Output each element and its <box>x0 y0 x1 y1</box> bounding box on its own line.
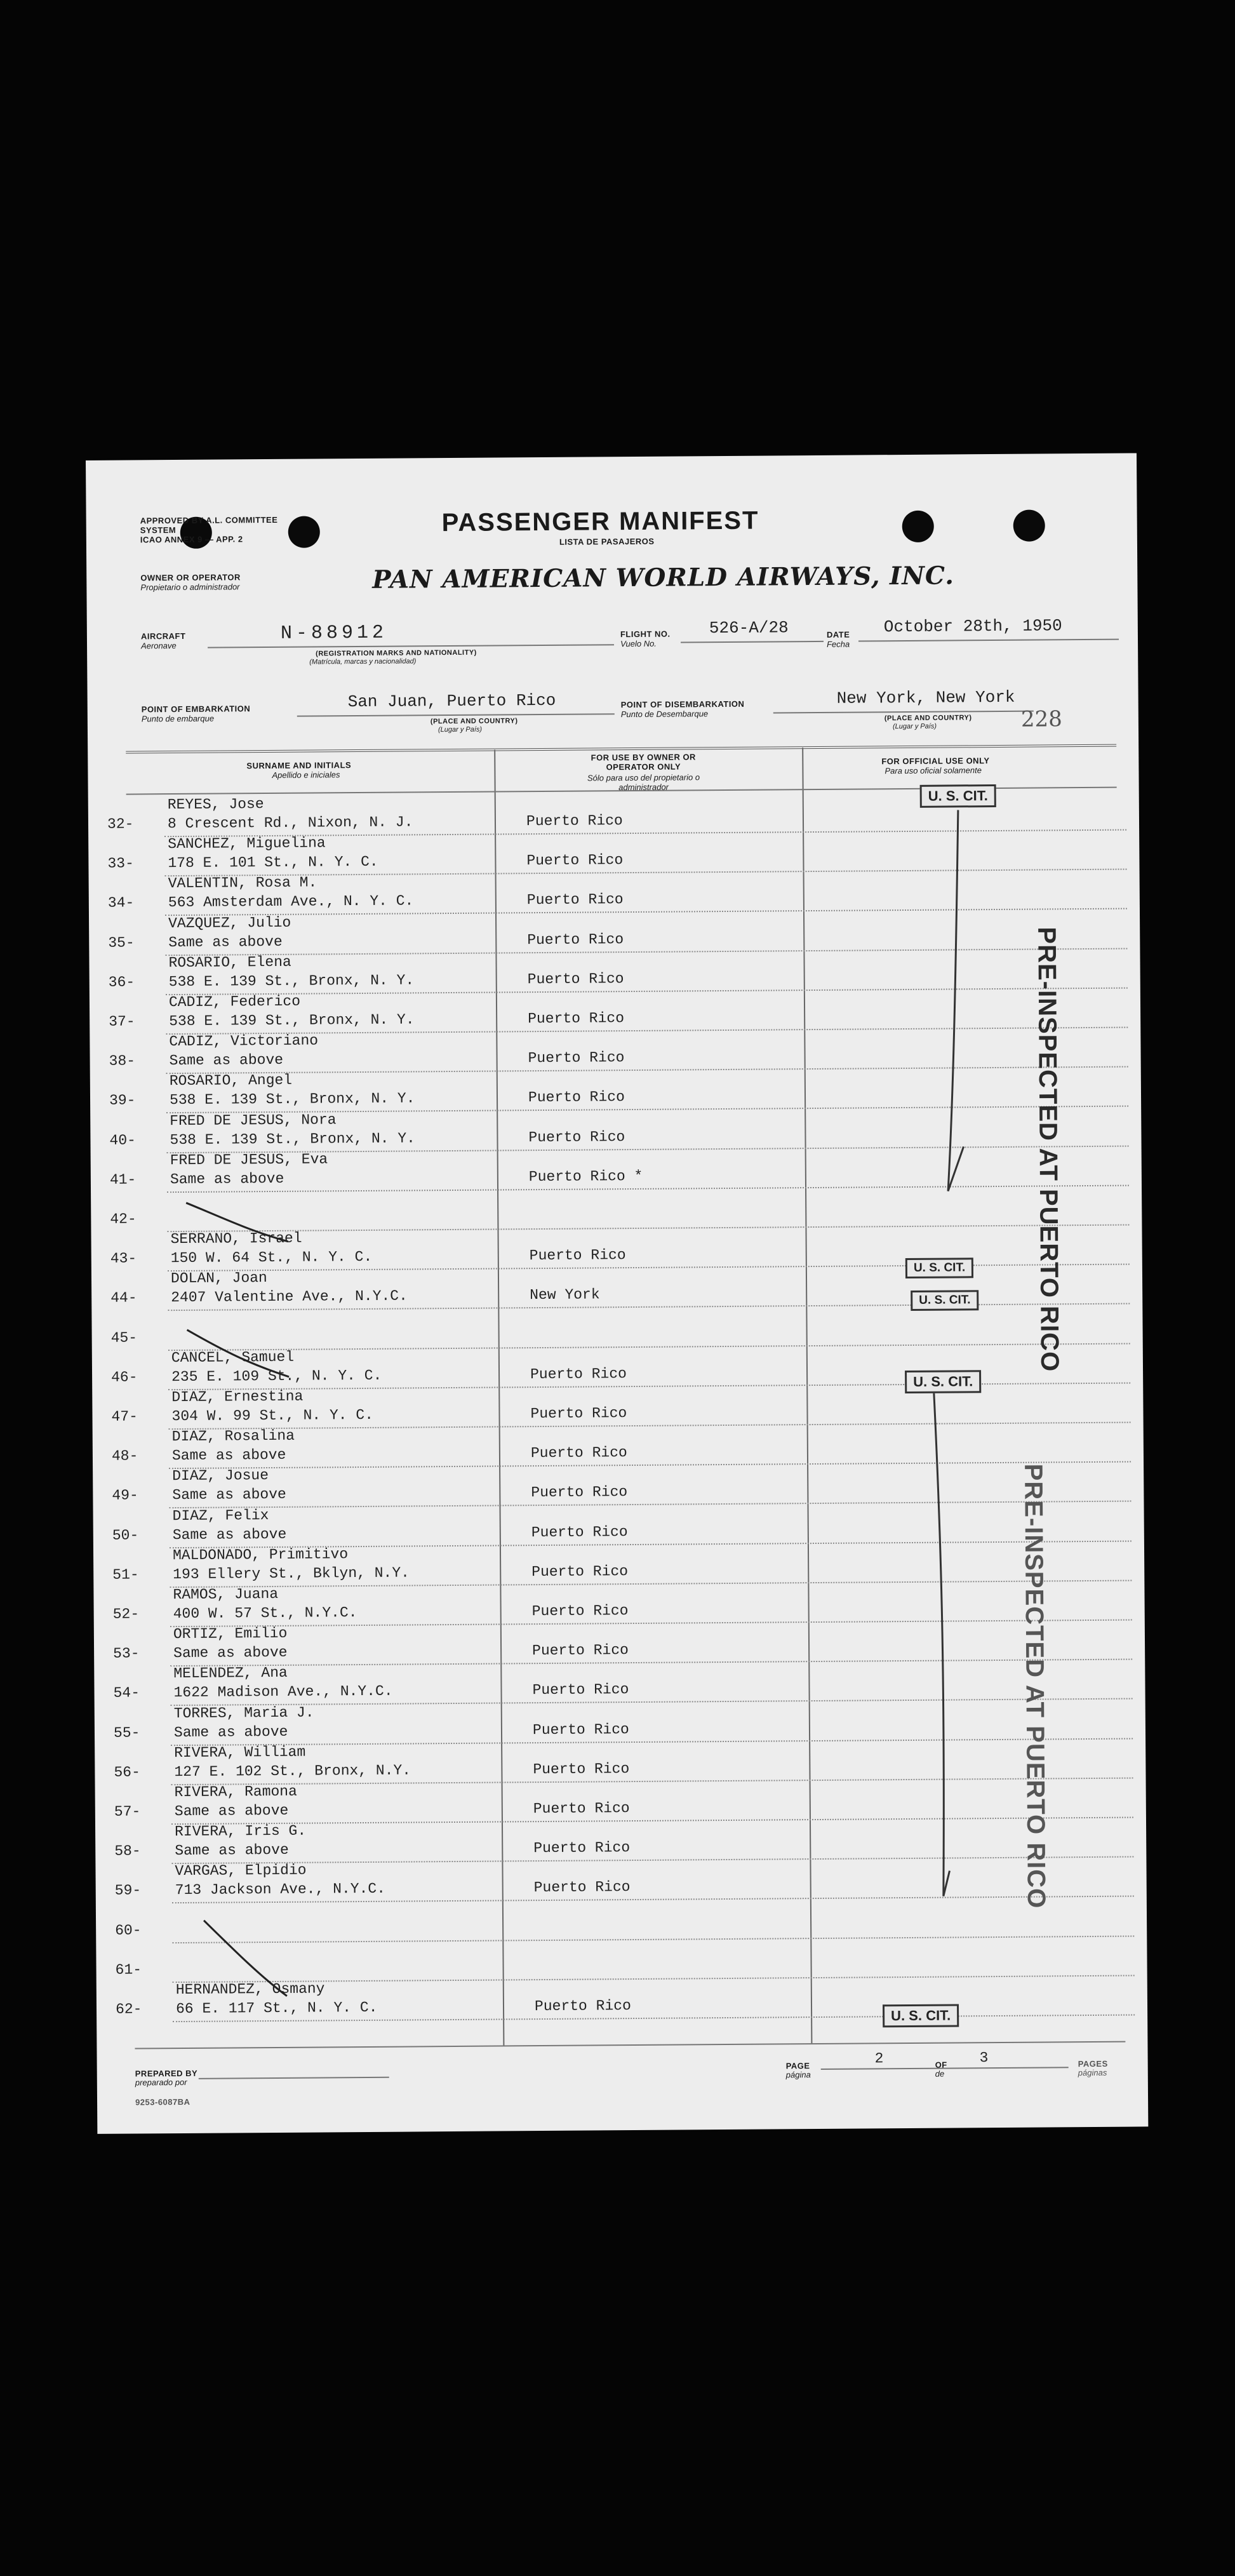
passenger-address: Same as above <box>169 1052 284 1070</box>
passenger-address: 193 Ellery St., Bklyn, N.Y. <box>173 1564 410 1583</box>
date-value: October 28th, 1950 <box>883 616 1062 637</box>
passenger-name: RIVERA, Iris G. <box>174 1822 307 1841</box>
citizenship-note: Puerto Rico <box>533 1800 630 1818</box>
row-number: 49- <box>112 1487 138 1505</box>
passenger-name: ROSARIO, Elena <box>168 953 291 971</box>
row-number: 54- <box>113 1684 140 1702</box>
citizenship-note: Puerto Rico <box>527 970 624 988</box>
citizenship-note: Puerto Rico <box>533 1839 631 1857</box>
pages-label-es: páginas <box>1078 2067 1107 2078</box>
citizenship-note: Puerto Rico <box>534 1997 631 2015</box>
row-number: 48- <box>111 1447 138 1465</box>
citizenship-note: Puerto Rico <box>533 1760 630 1778</box>
citizenship-note: Puerto Rico <box>528 1010 625 1028</box>
embark-caption: (PLACE AND COUNTRY) <box>430 717 518 726</box>
passenger-address: 304 W. 99 St., N. Y. C. <box>171 1406 374 1425</box>
passenger-address: Same as above <box>173 1723 288 1741</box>
passenger-name: MELENDEZ, Ana <box>173 1665 288 1682</box>
row-number: 37- <box>109 1013 135 1030</box>
citizenship-note: Puerto Rico <box>526 852 624 869</box>
pages-label: PAGES <box>1078 2058 1108 2069</box>
citizenship-note: Puerto Rico <box>530 1365 627 1383</box>
passenger-address: Same as above <box>172 1526 287 1543</box>
citizenship-note: Puerto Rico <box>526 812 623 830</box>
citizenship-note: Puerto Rico <box>531 1602 629 1620</box>
passenger-address: 713 Jackson Ave., N.Y.C. <box>175 1881 386 1899</box>
row-number: 57- <box>114 1803 141 1820</box>
row-number: 56- <box>114 1764 140 1781</box>
passenger-name: VAZQUEZ, Julio <box>168 914 291 932</box>
passenger-name: DIAZ, Josue <box>172 1467 269 1485</box>
row-number: 38- <box>109 1052 136 1070</box>
col-header-names: SURNAME AND INITIALS <box>246 760 352 771</box>
row-number: 33- <box>107 855 134 872</box>
row-number: 39- <box>109 1092 136 1110</box>
citizenship-note: Puerto Rico <box>528 1128 625 1146</box>
aircraft-caption-es: (Matrícula, marcas y nacionalidad) <box>309 657 417 666</box>
passenger-name: FRED DE JESUS, Eva <box>170 1151 328 1169</box>
row-number: 36- <box>108 974 135 991</box>
passenger-address: 8 Crescent Rd., Nixon, N. J. <box>167 814 413 833</box>
passenger-address: 1622 Madison Ave., N.Y.C. <box>173 1683 393 1701</box>
citizenship-note: Puerto Rico <box>532 1721 629 1738</box>
page-label-es: página <box>785 2070 811 2080</box>
operator-name: PAN AMERICAN WORLD AIRWAYS, INC. <box>372 561 955 594</box>
citizenship-note: Puerto Rico <box>526 891 624 909</box>
row-number: 35- <box>108 934 135 951</box>
preinspected-stamp: PRE-INSPECTED AT PUERTO RICO <box>1032 927 1064 1372</box>
disembark-label: POINT OF DISEMBARKATION <box>620 699 745 710</box>
citizenship-note: Puerto Rico * <box>528 1167 643 1185</box>
citizenship-note: Puerto Rico <box>528 1049 625 1067</box>
passenger-address: Same as above <box>171 1447 286 1465</box>
passenger-address: 178 E. 101 St., N. Y. C. <box>168 853 378 872</box>
row-number: 43- <box>110 1250 137 1267</box>
row-number: 45- <box>110 1329 138 1346</box>
row-number: 51- <box>112 1566 139 1583</box>
passenger-name: TORRES, Maria J. <box>173 1704 314 1722</box>
passenger-address: Same as above <box>170 1170 284 1188</box>
passenger-name: VARGAS, Elpidio <box>175 1862 307 1880</box>
aircraft-label: AIRCRAFT <box>140 631 186 641</box>
of-label: OF <box>935 2060 947 2070</box>
of-value: 3 <box>979 2049 989 2067</box>
col-header-names-es: Apellido e iniciales <box>272 770 340 780</box>
passenger-name: DIAZ, Felix <box>172 1506 269 1524</box>
flight-value: 526-A/28 <box>709 618 789 638</box>
citizenship-note: Puerto Rico <box>531 1562 629 1580</box>
manifest-sheet <box>86 453 1148 2133</box>
pen-marks <box>86 453 1148 2133</box>
page-value: 2 <box>874 2050 884 2067</box>
passenger-address: Same as above <box>173 1644 288 1662</box>
page-title: PASSENGER MANIFEST <box>441 506 759 537</box>
date-label-es: Fecha <box>826 639 850 649</box>
row-number: 53- <box>113 1645 140 1662</box>
passenger-name: RIVERA, William <box>174 1743 306 1761</box>
us-cit-stamp: U. S. CIT. <box>883 2004 959 2027</box>
date-label: DATE <box>826 629 850 640</box>
passenger-name: DIAZ, Ernestina <box>171 1388 304 1406</box>
passenger-name: CADIZ, Victoriano <box>169 1032 319 1050</box>
passenger-name: DOLAN, Joan <box>170 1270 267 1287</box>
approval-note: APPROVED BY A.L. COMMITTEE SYSTEM ICAO ANNEX 9 — APP. 2 <box>140 514 278 545</box>
prepared-label: PREPARED BY <box>135 2068 198 2079</box>
col-header-owner: FOR USE BY OWNER OR OPERATOR ONLY <box>591 752 696 772</box>
of-label-es: de <box>935 2069 945 2079</box>
citizenship-note: New York <box>530 1286 600 1304</box>
aircraft-caption: (REGISTRATION MARKS AND NATIONALITY) <box>316 648 477 658</box>
citizenship-note: Puerto Rico <box>530 1405 627 1423</box>
passenger-name: RAMOS, Juana <box>173 1585 279 1604</box>
passenger-address: Same as above <box>168 933 283 951</box>
embark-label-es: Punto de embarque <box>141 713 215 724</box>
row-number: 40- <box>109 1132 136 1149</box>
citizenship-note: Puerto Rico <box>528 1089 625 1106</box>
row-number: 42- <box>110 1211 137 1228</box>
passenger-address: Same as above <box>175 1842 289 1860</box>
row-number: 32- <box>107 815 134 833</box>
us-cit-stamp: U. S. CIT. <box>911 1290 979 1311</box>
form-number: 9253-6087BA <box>135 2096 190 2107</box>
passenger-name: CANCEL, Samuel <box>171 1348 295 1366</box>
passenger-name: ORTIZ, Emilio <box>173 1625 288 1643</box>
disembark-label-es: Punto de Desembarque <box>620 709 709 720</box>
disembark-caption: (PLACE AND COUNTRY) <box>884 714 972 723</box>
passenger-address: 235 E. 109 St., N. Y. C. <box>171 1367 382 1385</box>
passenger-name: CADIZ, Federico <box>168 993 301 1011</box>
citizenship-note: Puerto Rico <box>530 1444 627 1462</box>
sheet-number: 228 <box>1020 706 1062 732</box>
row-number: 41- <box>109 1171 137 1188</box>
citizenship-note: Puerto Rico <box>533 1879 631 1896</box>
row-number: 34- <box>107 894 135 912</box>
passenger-address: 538 E. 139 St., Bronx, N. Y. <box>169 1011 415 1030</box>
passenger-address: 538 E. 139 St., Bronx, N. Y. <box>169 1090 415 1109</box>
row-number: 55- <box>113 1724 140 1741</box>
aircraft-value: N-88912 <box>280 622 388 645</box>
row-number: 61- <box>115 1961 142 1978</box>
passenger-address: 66 E. 117 St., N. Y. C. <box>175 1999 378 2018</box>
citizenship-note: Puerto Rico <box>532 1681 629 1699</box>
passenger-address: Same as above <box>174 1802 289 1820</box>
passenger-address: 538 E. 139 St., Bronx, N. Y. <box>168 972 415 990</box>
disembark-value: New York, New York <box>836 687 1015 708</box>
embark-caption-es: (Lugar y País) <box>437 725 483 734</box>
aircraft-label-es: Aeronave <box>140 641 177 651</box>
prepared-label-es: preparado por <box>135 2077 187 2088</box>
passenger-address: 2407 Valentine Ave., N.Y.C. <box>171 1287 408 1306</box>
flight-label-es: Vuelo No. <box>620 638 657 649</box>
row-number: 60- <box>115 1922 142 1939</box>
passenger-name: SERRANO, Israel <box>170 1230 302 1248</box>
us-cit-stamp: U. S. CIT. <box>905 1370 981 1393</box>
citizenship-note: Puerto Rico <box>531 1523 628 1541</box>
passenger-name: REYES, Jose <box>167 796 264 814</box>
passenger-address: 400 W. 57 St., N.Y.C. <box>173 1604 357 1623</box>
passenger-name: MALDONADO, Primitivo <box>172 1545 349 1564</box>
flight-label: FLIGHT NO. <box>620 629 671 640</box>
citizenship-note: Puerto Rico <box>529 1247 626 1265</box>
row-number: 52- <box>112 1606 140 1623</box>
embark-label: POINT OF EMBARKATION <box>141 704 251 714</box>
passenger-name: HERNANDEZ, Osmany <box>175 1980 325 1999</box>
passenger-name: ROSARIO, Angel <box>169 1072 293 1090</box>
passenger-address: 538 E. 139 St., Bronx, N. Y. <box>170 1129 416 1148</box>
passenger-address: 150 W. 64 St., N. Y. C. <box>170 1249 373 1267</box>
disembark-caption-es: (Lugar y País) <box>892 722 937 731</box>
col-header-official: FOR OFFICIAL USE ONLY <box>881 756 990 767</box>
embark-value: San Juan, Puerto Rico <box>347 690 556 712</box>
owner-label: OWNER OR OPERATOR <box>140 572 241 583</box>
row-number: 59- <box>114 1882 142 1900</box>
passenger-name: SANCHEZ, Miguelina <box>168 835 326 853</box>
row-number: 47- <box>111 1408 138 1425</box>
page-label: PAGE <box>785 2061 810 2071</box>
citizenship-note: Puerto Rico <box>531 1484 628 1501</box>
passenger-name: DIAZ, Rosalina <box>171 1427 295 1446</box>
page-subtitle: LISTA DE PASAJEROS <box>559 536 655 547</box>
row-number: 50- <box>112 1527 139 1544</box>
col-header-official-es: Para uso oficial solamente <box>885 765 982 776</box>
passenger-address: 127 E. 102 St., Bronx, N.Y. <box>174 1762 411 1780</box>
row-number: 44- <box>110 1289 137 1307</box>
passenger-name: RIVERA, Ramona <box>174 1783 297 1801</box>
passenger-name: FRED DE JESUS, Nora <box>170 1111 337 1129</box>
us-cit-stamp: U. S. CIT. <box>920 784 996 808</box>
passenger-name: VALENTIN, Rosa M. <box>168 874 317 892</box>
citizenship-note: Puerto Rico <box>527 930 624 948</box>
row-number: 46- <box>110 1369 138 1386</box>
citizenship-note: Puerto Rico <box>532 1642 629 1660</box>
passenger-address: 563 Amsterdam Ave., N. Y. C. <box>168 892 414 911</box>
owner-label-es: Propietario o administrador <box>140 582 240 593</box>
row-number: 58- <box>114 1842 141 1860</box>
row-number: 62- <box>115 2001 142 2018</box>
preinspected-stamp: PRE-INSPECTED AT PUERTO RICO <box>1019 1463 1050 1909</box>
us-cit-stamp: U. S. CIT. <box>905 1258 974 1278</box>
col-header-owner-es: Sólo para uso del propietario o administrador <box>587 772 700 793</box>
passenger-address: Same as above <box>172 1486 286 1504</box>
